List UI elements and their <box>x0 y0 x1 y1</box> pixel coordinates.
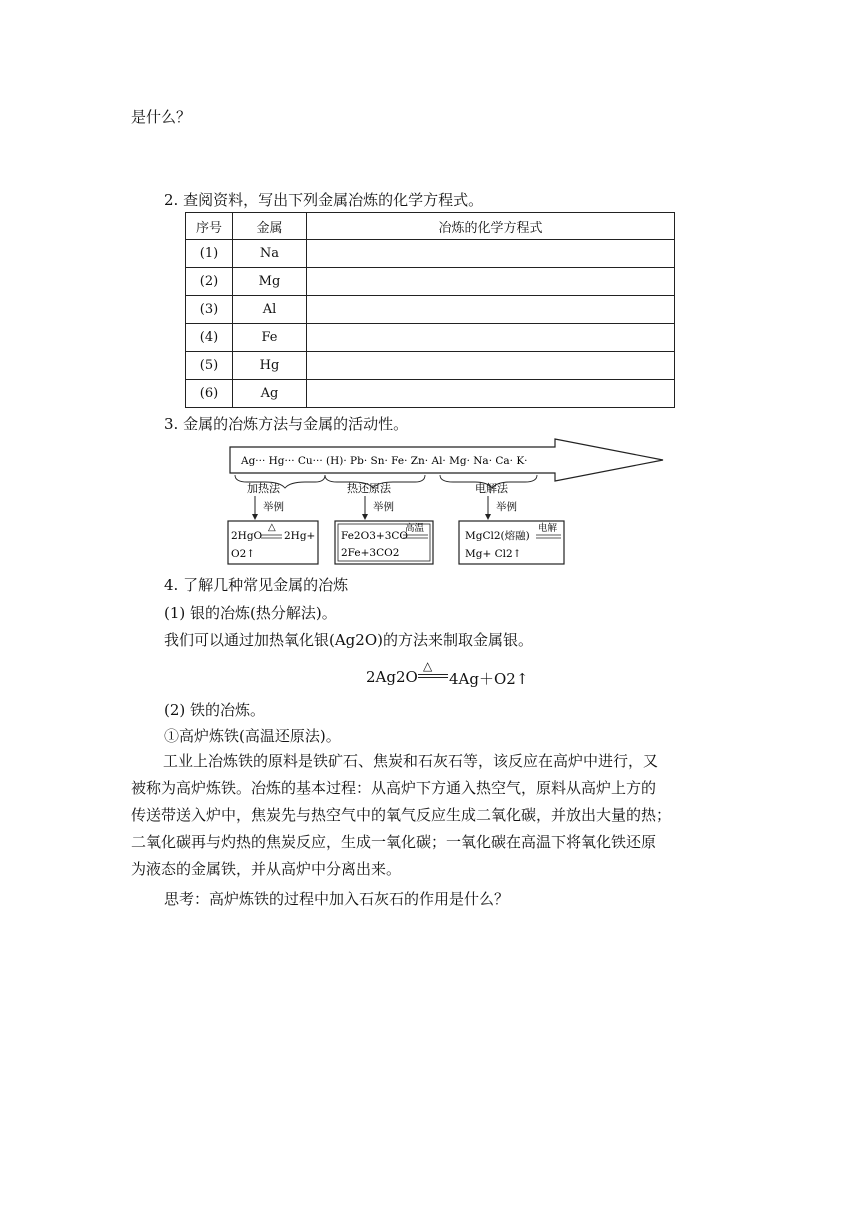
example-label-reduction: 举例 <box>373 501 394 513</box>
silver-eq-condition: △ <box>423 659 433 673</box>
row-no: (4) <box>186 324 233 352</box>
q3-title: 3. 金属的冶炼方法与金属的活动性。 <box>164 415 409 433</box>
table-row <box>186 296 675 324</box>
table-row <box>186 268 675 296</box>
arrowhead-reduction <box>362 514 368 520</box>
heating-eq-left: 2HgO <box>231 530 263 542</box>
activity-diagram <box>225 436 670 568</box>
example-label-electrolysis: 举例 <box>496 501 517 513</box>
row-equation[interactable] <box>307 352 675 380</box>
row-equation[interactable] <box>307 324 675 352</box>
reduction-eq-line2: 2Fe+3CO2 <box>341 547 400 559</box>
metals-table <box>185 212 675 408</box>
row-no: (2) <box>186 268 233 296</box>
electrolysis-eq-condition: 电解 <box>538 523 558 534</box>
paragraph-line: 传送带送入炉中，焦炭先与热空气中的氧气反应生成二氧化碳，并放出大量的热； <box>131 806 672 824</box>
q4-sub2-title: (2) 铁的冶炼。 <box>164 701 266 719</box>
think-question: 思考：高炉炼铁的过程中加入石灰石的作用是什么？ <box>164 890 510 908</box>
q4-sub2-item: ①高炉炼铁(高温还原法)。 <box>164 727 341 745</box>
iron-smelting-paragraph <box>131 748 751 883</box>
electrolysis-eq-left: MgCl2(熔融) <box>465 530 530 542</box>
row-metal: Al <box>233 296 307 324</box>
method-heating-label: 加热法 <box>247 482 280 495</box>
row-metal: Hg <box>233 352 307 380</box>
arrowhead-electrolysis <box>485 514 491 520</box>
row-equation[interactable] <box>307 268 675 296</box>
heating-eq-condition: △ <box>268 522 276 533</box>
paragraph-line: 二氧化碳再与灼热的焦炭反应，生成一氧化碳；一氧化碳在高温下将氧化铁还原 <box>131 833 657 851</box>
header-no: 序号 <box>186 213 233 240</box>
row-no: (1) <box>186 240 233 268</box>
table-row <box>186 324 675 352</box>
row-no: (3) <box>186 296 233 324</box>
row-equation[interactable] <box>307 380 675 408</box>
heating-eq-line2: O2↑ <box>231 548 256 560</box>
row-equation[interactable] <box>307 240 675 268</box>
arrowhead-heating <box>252 514 258 520</box>
activity-series: Ag··· Hg··· Cu··· (H)· Pb· Sn· Fe· Zn· Al· Mg· Na· Ca· K· <box>241 455 528 467</box>
paragraph-line: 为液态的金属铁，并从高炉中分离出来。 <box>131 860 402 878</box>
row-metal: Ag <box>233 380 307 408</box>
intro-tail-text: 是什么？ <box>131 108 192 126</box>
row-no: (6) <box>186 380 233 408</box>
table-header-row <box>186 213 675 240</box>
row-metal: Fe <box>233 324 307 352</box>
method-reduction-label: 热还原法 <box>347 482 391 495</box>
silver-equation <box>366 659 566 689</box>
paragraph-line: 工业上冶炼铁的原料是铁矿石、焦炭和石灰石等，该反应在高炉中进行，又 <box>163 752 659 770</box>
reduction-eq-condition: 高温 <box>405 523 425 534</box>
table-row <box>186 380 675 408</box>
row-no: (5) <box>186 352 233 380</box>
table-row <box>186 240 675 268</box>
q4-sub1-text: 我们可以通过加热氧化银(Ag2O)的方法来制取金属银。 <box>164 631 533 649</box>
q4-title: 4. 了解几种常见金属的冶炼 <box>164 576 349 594</box>
header-metal: 金属 <box>233 213 307 240</box>
heating-eq-right: 2Hg+ <box>284 530 316 542</box>
paragraph-line: 被称为高炉炼铁。冶炼的基本过程：从高炉下方通入热空气，原料从高炉上方的 <box>131 779 657 797</box>
example-label-heating: 举例 <box>263 501 284 513</box>
table-row <box>186 352 675 380</box>
silver-eq-right: 4Ag＋O2↑ <box>449 670 529 688</box>
row-equation[interactable] <box>307 296 675 324</box>
q2-title: 2. 查阅资料，写出下列金属冶炼的化学方程式。 <box>164 191 484 209</box>
row-metal: Mg <box>233 268 307 296</box>
reduction-eq-left: Fe2O3+3CO <box>341 530 409 542</box>
silver-eq-left: 2Ag2O <box>366 668 418 686</box>
electrolysis-eq-line2: Mg+ Cl2↑ <box>465 548 522 560</box>
method-electrolysis-label: 电解法 <box>475 482 508 495</box>
q4-sub1-title: (1) 银的冶炼(热分解法)。 <box>164 604 337 622</box>
header-equation: 冶炼的化学方程式 <box>307 213 675 240</box>
silver-eq-bar <box>418 674 448 678</box>
row-metal: Na <box>233 240 307 268</box>
